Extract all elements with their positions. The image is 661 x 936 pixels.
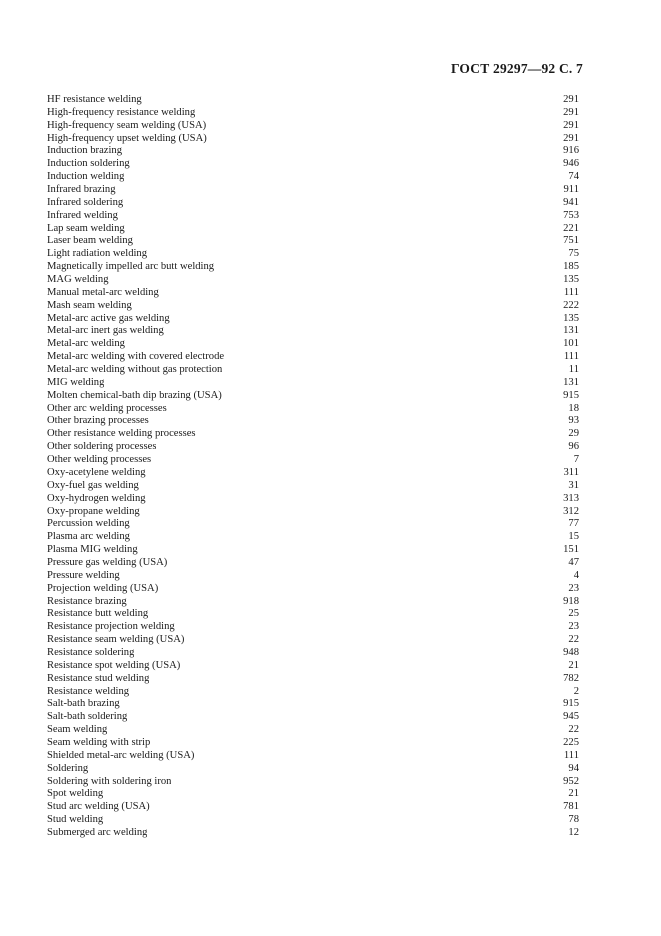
index-term: Metal-arc inert gas welding [47, 325, 164, 337]
index-entry [47, 261, 579, 274]
index-page-number: 93 [568, 415, 579, 427]
index-page-number: 101 [563, 338, 579, 350]
index-term: Metal-arc welding without gas protection [47, 364, 223, 376]
index-page-number: 11 [568, 364, 579, 376]
index-term: Induction soldering [47, 158, 130, 170]
index-page-number: 952 [563, 775, 579, 787]
index-page-number: 22 [568, 634, 579, 646]
index-term: Metal-arc welding with covered electrode [47, 351, 225, 363]
index-term: Manual metal-arc welding [47, 286, 159, 298]
index-page-number: 291 [563, 106, 579, 118]
index-term: Resistance welding [47, 685, 130, 697]
index-term: Plasma MIG welding [47, 544, 138, 556]
index-term: Induction welding [47, 171, 125, 183]
index-term: Soldering [47, 762, 89, 774]
index-page-number: 911 [563, 184, 579, 196]
index-page-number: 312 [563, 505, 579, 517]
index-page-number: 311 [563, 466, 579, 478]
index-entry [47, 583, 579, 596]
index-page-number: 77 [568, 518, 579, 530]
index-entry [47, 184, 579, 197]
index-entry [47, 621, 579, 634]
index-entry [47, 544, 579, 557]
index-page-number: 185 [563, 261, 579, 273]
index-entry [47, 788, 579, 801]
index-page-number: 781 [563, 801, 579, 813]
index-page-number: 751 [563, 235, 579, 247]
index-entry [47, 428, 579, 441]
index-entry [47, 531, 579, 544]
index-term: Lap seam welding [47, 222, 125, 234]
index-page-number: 941 [563, 196, 579, 208]
index-entry [47, 673, 579, 686]
index-term: Submerged arc welding [47, 826, 148, 838]
index-page-number: 96 [568, 441, 579, 453]
index-page-number: 23 [568, 621, 579, 633]
index-term: Light radiation welding [47, 248, 148, 260]
index-term: HF resistance welding [47, 94, 142, 105]
index-page-number: 23 [568, 582, 579, 594]
index-term: Resistance projection welding [47, 621, 175, 633]
index-page-number: 29 [568, 428, 579, 440]
index-term: Oxy-fuel gas welding [47, 479, 139, 491]
index-page-number: 916 [563, 145, 579, 157]
index-term: Resistance spot welding (USA) [47, 659, 181, 671]
index-entry [47, 274, 579, 287]
index-entry [47, 763, 579, 776]
index-term: Metal-arc welding [47, 338, 125, 350]
index-term: Salt-bath soldering [47, 711, 128, 723]
index-page-number: 135 [563, 274, 579, 286]
index-page-number: 151 [563, 544, 579, 556]
index-entry [47, 814, 579, 827]
index-page-number: 782 [563, 672, 579, 684]
index-page-number: 74 [568, 171, 579, 183]
index-term: Resistance stud welding [47, 672, 150, 684]
index-entry [47, 223, 579, 236]
index-page-number: 291 [563, 94, 579, 105]
index-entry [47, 300, 579, 313]
index-term: Seam welding with strip [47, 736, 151, 748]
index-entry [47, 737, 579, 750]
index-term: Resistance brazing [47, 595, 127, 607]
index-page-number: 291 [563, 119, 579, 131]
index-entry [47, 403, 579, 416]
index-term: Other resistance welding processes [47, 428, 196, 440]
index-page-number: 313 [563, 492, 579, 504]
index-entry [47, 480, 579, 493]
index-term: Resistance butt welding [47, 608, 149, 620]
index-term: Stud welding [47, 814, 104, 826]
index-term: Spot welding [47, 788, 104, 800]
index-page-number: 7 [573, 454, 579, 466]
index-term: Oxy-acetylene welding [47, 466, 146, 478]
index-term: High-frequency resistance welding [47, 106, 196, 118]
index-entry [47, 518, 579, 531]
index-page-number: 135 [563, 312, 579, 324]
index-page-number: 225 [563, 736, 579, 748]
index-entry [47, 338, 579, 351]
index-entry [47, 133, 579, 146]
index-page-number: 31 [568, 479, 579, 491]
index-term: Other welding processes [47, 454, 152, 466]
index-entry [47, 235, 579, 248]
index-page-number: 47 [568, 556, 579, 568]
index-page-number: 131 [563, 376, 579, 388]
index-entry [47, 454, 579, 467]
index-term: High-frequency upset welding (USA) [47, 132, 207, 144]
index-entry [47, 120, 579, 133]
index-term: Seam welding [47, 724, 108, 736]
index-entry [47, 827, 579, 840]
index-entry [47, 660, 579, 673]
index-term: Percussion welding [47, 518, 130, 530]
index-term: Pressure welding [47, 569, 120, 581]
index-entry [47, 287, 579, 300]
index-term: Infrared soldering [47, 196, 124, 208]
index-page-number: 2 [573, 685, 579, 697]
index-entry [47, 686, 579, 699]
index-entry [47, 608, 579, 621]
index-term: Other soldering processes [47, 441, 157, 453]
index-term: Soldering with soldering iron [47, 775, 172, 787]
index-term: Mash seam welding [47, 299, 132, 311]
index-page-number: 111 [563, 351, 579, 363]
index-page-number: 221 [563, 222, 579, 234]
index-page-number: 4 [573, 569, 579, 581]
index-entry [47, 596, 579, 609]
index-page-number: 291 [563, 132, 579, 144]
index-entry [47, 711, 579, 724]
index-entry [47, 364, 579, 377]
index-entry [47, 493, 579, 506]
index-entry [47, 351, 579, 364]
index-page-number: 25 [568, 608, 579, 620]
index-term: Stud arc welding (USA) [47, 801, 150, 813]
term-index-list [47, 94, 579, 840]
index-term: Salt-bath brazing [47, 698, 120, 710]
index-page-number: 948 [563, 646, 579, 658]
index-page-number: 18 [568, 402, 579, 414]
index-entry [47, 647, 579, 660]
index-term: Plasma arc welding [47, 531, 130, 543]
index-entry [47, 390, 579, 403]
index-term: Projection welding (USA) [47, 582, 159, 594]
index-page-number: 131 [563, 325, 579, 337]
index-page-number: 75 [568, 248, 579, 260]
index-entry [47, 377, 579, 390]
index-entry [47, 145, 579, 158]
index-page-number: 12 [568, 826, 579, 838]
index-entry [47, 441, 579, 454]
index-term: Shielded metal-arc welding (USA) [47, 749, 195, 761]
index-page-number: 945 [563, 711, 579, 723]
index-page-number: 918 [563, 595, 579, 607]
index-term: Metal-arc active gas welding [47, 312, 170, 324]
index-page-number: 915 [563, 389, 579, 401]
index-term: Other brazing processes [47, 415, 149, 427]
index-page-number: 21 [568, 659, 579, 671]
index-entry [47, 94, 579, 107]
index-entry [47, 467, 579, 480]
index-entry [47, 107, 579, 120]
index-term: Laser beam welding [47, 235, 133, 247]
index-entry [47, 210, 579, 223]
index-page-number: 94 [568, 762, 579, 774]
index-entry [47, 171, 579, 184]
index-term: Infrared welding [47, 209, 118, 221]
index-entry [47, 506, 579, 519]
index-page-number: 111 [563, 286, 579, 298]
index-term: High-frequency seam welding (USA) [47, 119, 207, 131]
index-term: Other arc welding processes [47, 402, 167, 414]
index-entry [47, 724, 579, 737]
index-entry [47, 698, 579, 711]
index-page-number: 15 [568, 531, 579, 543]
index-entry [47, 801, 579, 814]
index-term: Pressure gas welding (USA) [47, 556, 168, 568]
index-entry [47, 750, 579, 763]
index-term: MIG welding [47, 376, 105, 388]
index-entry [47, 197, 579, 210]
index-term: Resistance seam welding (USA) [47, 634, 185, 646]
index-term: Oxy-hydrogen welding [47, 492, 146, 504]
index-entry [47, 415, 579, 428]
index-term: Infrared brazing [47, 184, 116, 196]
index-entry [47, 325, 579, 338]
index-entry [47, 313, 579, 326]
index-entry [47, 158, 579, 171]
index-term: Oxy-propane welding [47, 505, 140, 517]
index-page-number: 21 [568, 788, 579, 800]
index-term: MAG welding [47, 274, 109, 286]
index-term: Magnetically impelled arc butt welding [47, 261, 215, 273]
index-page-number: 111 [563, 749, 579, 761]
index-page-number: 78 [568, 814, 579, 826]
index-page-number: 946 [563, 158, 579, 170]
index-entry [47, 776, 579, 789]
page-header: ГОСТ 29297—92 С. 7 [450, 61, 583, 76]
index-page-number: 222 [563, 299, 579, 311]
index-entry [47, 634, 579, 647]
index-term: Molten chemical-bath dip brazing (USA) [47, 389, 222, 401]
index-entry [47, 557, 579, 570]
index-term: Resistance soldering [47, 646, 135, 658]
index-page-number: 22 [568, 724, 579, 736]
index-page-number: 915 [563, 698, 579, 710]
index-page-number: 753 [563, 209, 579, 221]
index-term: Induction brazing [47, 145, 123, 157]
index-entry [47, 570, 579, 583]
index-entry [47, 248, 579, 261]
